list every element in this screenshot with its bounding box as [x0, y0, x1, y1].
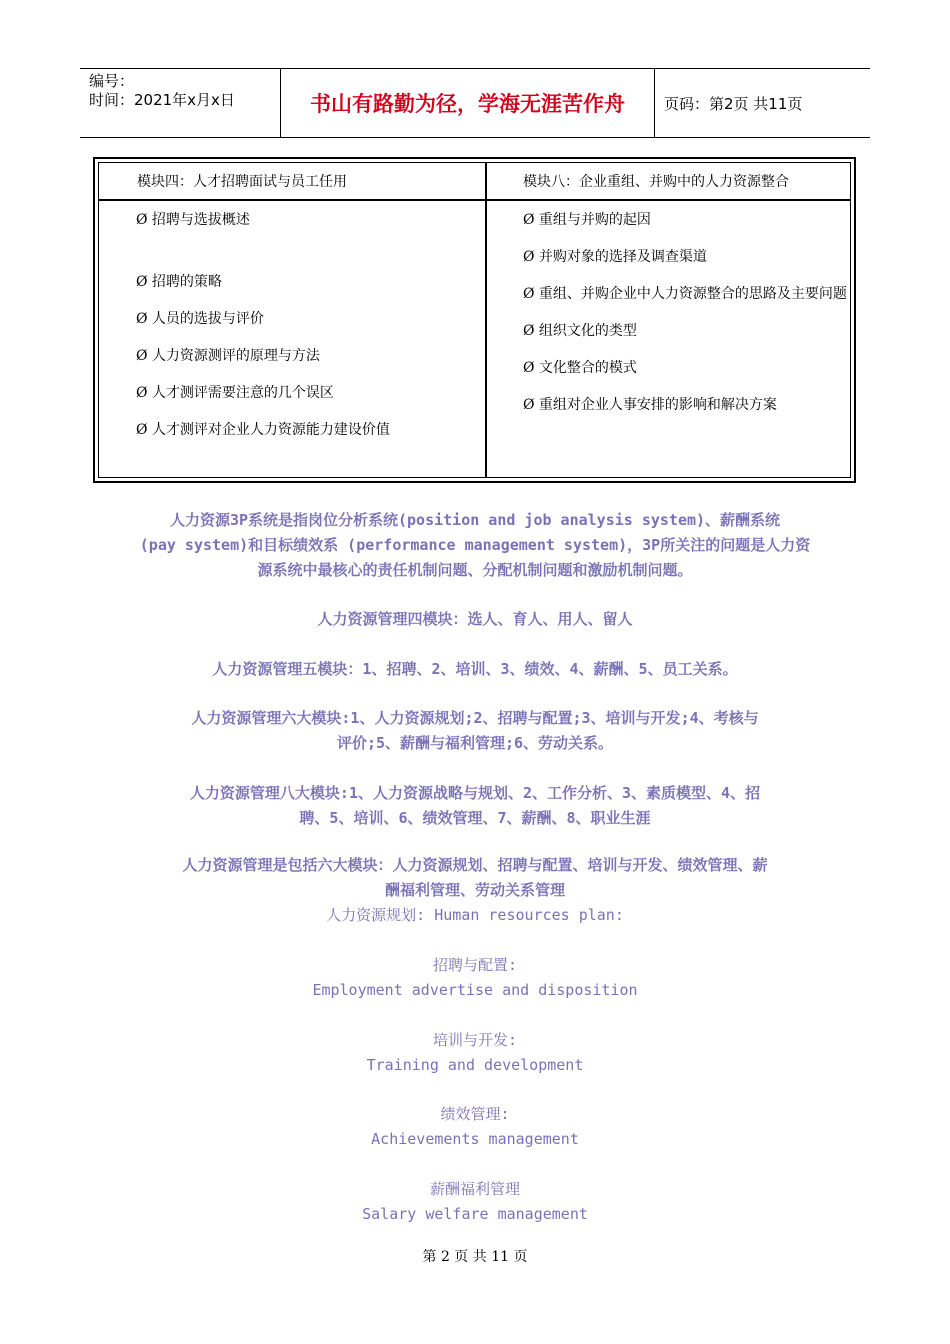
right-list-item: Ø 重组对企业人事安排的影响和解决方案 [523, 397, 777, 413]
header-meta [80, 69, 281, 137]
paragraph-six-modules-line1: 人力资源管理六大模块:1、人力资源规划;2、招聘与配置;3、培训与开发;4、考核与 [191, 709, 759, 727]
training-heading-cn: 培训与开发: [432, 1031, 518, 1049]
header-page-label: 页码：第2页 共11页 [664, 95, 803, 113]
recruit-heading-en: Employment advertise and disposition [312, 981, 638, 999]
left-list-item: Ø 招聘与选拔概述 [136, 212, 250, 228]
paragraph-eight-modules-line1: 人力资源管理八大模块:1、人力资源战略与规划、2、工作分析、3、素质模型、4、招 [189, 784, 761, 802]
right-column-header: 模块八：企业重组、并购中的人力资源整合 [523, 174, 789, 190]
salary-heading-cn: 薪酬福利管理 [429, 1180, 520, 1198]
paragraph-include-line2: 酬福利管理、劳动关系管理 [384, 881, 565, 899]
left-list-item: Ø 招聘的策略 [136, 274, 222, 290]
table-header-divider [99, 199, 850, 201]
page-header [80, 68, 870, 138]
paragraph-3p-line1: 人力资源3P系统是指岗位分析系统(position and job analysis system)、薪酬系统 [169, 511, 781, 529]
right-list-item: Ø 组织文化的类型 [523, 323, 637, 339]
training-heading-en: Training and development [366, 1056, 584, 1074]
paragraph-five-modules: 人力资源管理五模块：1、招聘、2、培训、3、绩效、4、薪酬、5、员工关系。 [212, 660, 738, 678]
left-list-item: Ø 人力资源测评的原理与方法 [136, 348, 320, 364]
recruit-heading-cn: 招聘与配置: [432, 956, 518, 974]
right-list-item: Ø 并购对象的选择及调查渠道 [523, 249, 707, 265]
header-motto: 书山有路勤为径，学海无涯苦作舟 [281, 69, 655, 137]
paragraph-eight-modules-line2: 聘、5、培训、6、绩效管理、7、薪酬、8、职业生涯 [299, 809, 651, 827]
left-list-item: Ø 人才测评需要注意的几个误区 [136, 385, 334, 401]
document-time-label: 时间：2021年x月x日 [89, 91, 235, 109]
module-table-inner [98, 162, 851, 478]
right-list-item: Ø 重组、并购企业中人力资源整合的思路及主要问题 [523, 286, 847, 302]
performance-heading-en: Achievements management [371, 1130, 579, 1148]
page-footer: 第 2 页 共 11 页 [422, 1249, 528, 1265]
hr-plan-heading: 人力资源规划: Human resources plan: [326, 906, 624, 924]
table-column-divider [485, 163, 487, 477]
right-list-item: Ø 重组与并购的起因 [523, 212, 651, 228]
paragraph-six-modules-line2: 评价;5、薪酬与福利管理;6、劳动关系。 [336, 734, 614, 752]
paragraph-include-line1: 人力资源管理是包括六大模块：人力资源规划、招聘与配置、培训与开发、绩效管理、薪 [182, 856, 768, 874]
performance-heading-cn: 绩效管理: [440, 1105, 510, 1123]
paragraph-four-modules: 人力资源管理四模块：选人、育人、用人、留人 [317, 610, 633, 628]
left-column-header: 模块四：人才招聘面试与员工任用 [137, 174, 347, 190]
left-list-item: Ø 人员的选拔与评价 [136, 311, 264, 327]
right-list-item: Ø 文化整合的模式 [523, 360, 637, 376]
left-list-item: Ø 人才测评对企业人力资源能力建设价值 [136, 422, 390, 438]
salary-heading-en: Salary welfare management [362, 1205, 588, 1223]
document-number-label: 编号： [89, 72, 135, 90]
paragraph-3p-line2: (pay system)和目标绩效系 (performance management system)，3P所关注的问题是人力资 [139, 536, 811, 554]
paragraph-3p-line3: 源系统中最核心的责任机制问题、分配机制问题和激励机制问题。 [257, 561, 693, 579]
module-table [93, 157, 856, 483]
